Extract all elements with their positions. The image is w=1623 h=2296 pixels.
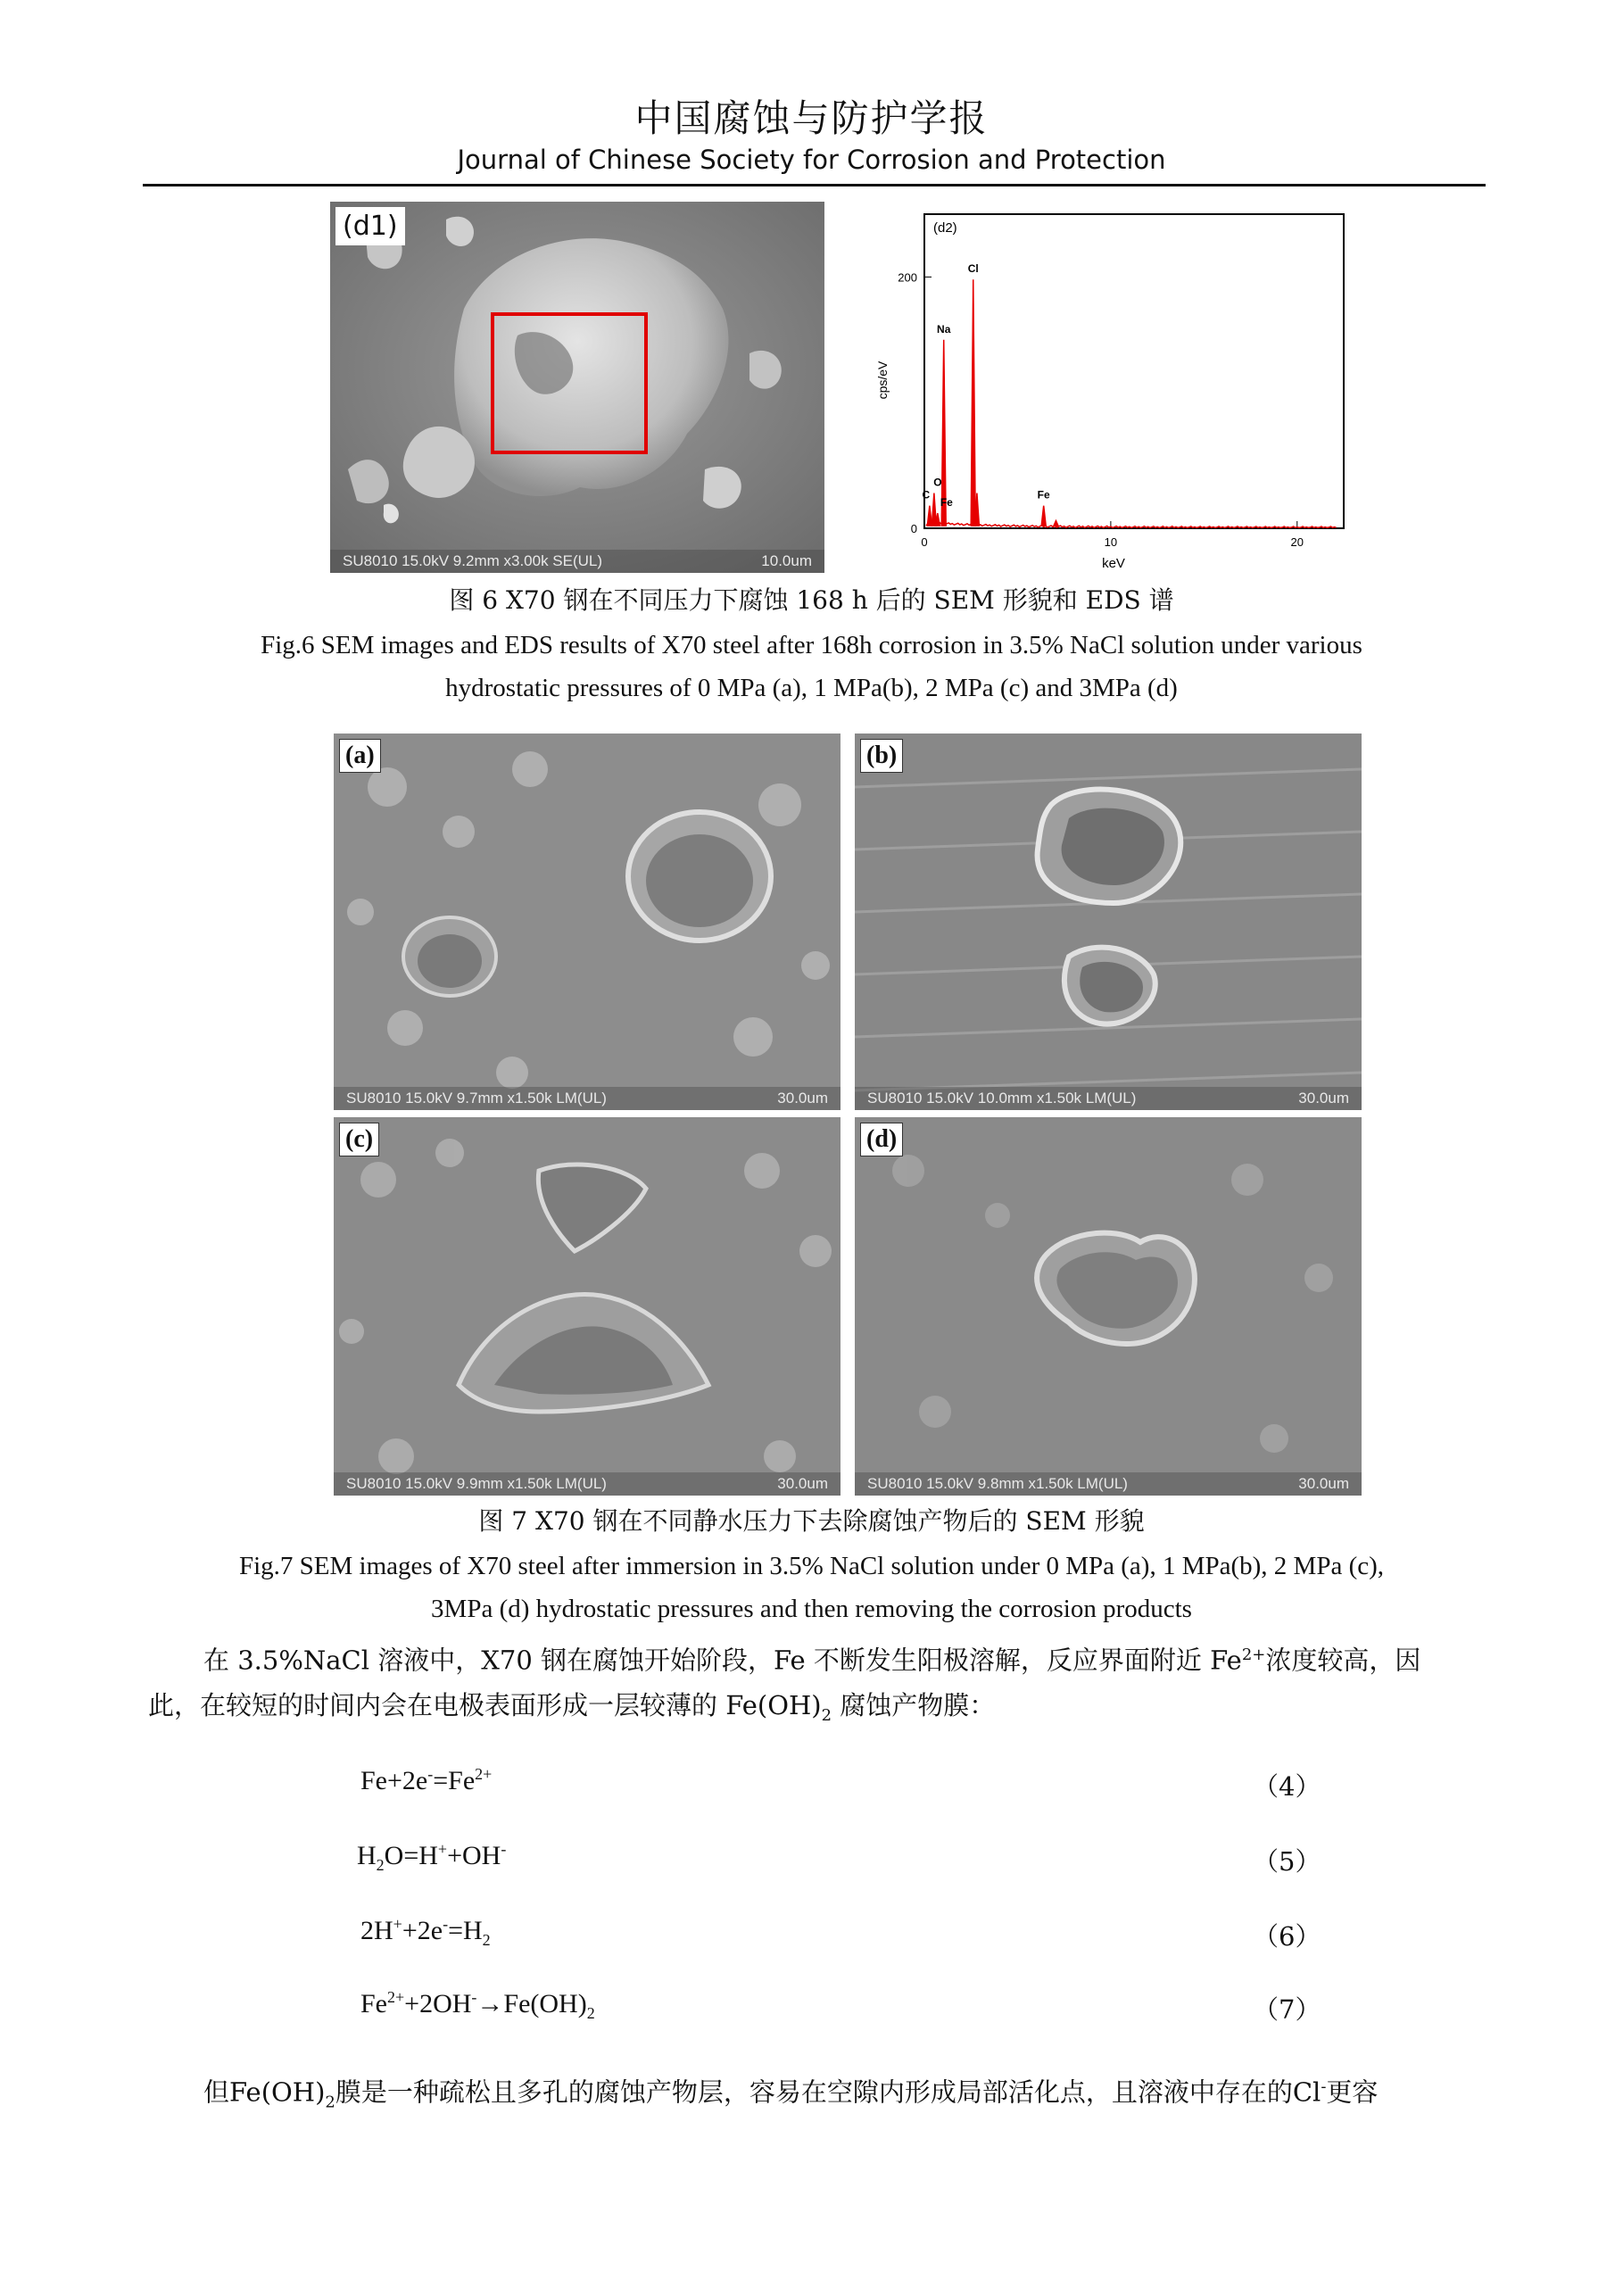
fig6-caption-cn: 图 6 X70 钢在不同压力下腐蚀 168 h 后的 SEM 形貌和 EDS 谱 [449,585,1174,615]
fig7-c-info-left: SU8010 15.0kV 9.9mm x1.50k LM(UL) [346,1475,607,1492]
fig7-panel-a [334,734,840,1110]
journal-title-en: Journal of Chinese Society for Corrosion and Protection [457,145,1166,175]
fig6-d1-info-left: SU8010 15.0kV 9.2mm x3.00k SE(UL) [343,552,603,569]
para2-a: 但Fe(OH) [203,2076,326,2108]
eds-peak-label-0: C [922,488,931,501]
eds-peak-4 [971,279,975,526]
para1-line1-b: 浓度较高，因 [1265,1645,1421,1676]
para2 [203,2061,1506,2128]
fig6-d1-texture [330,202,824,573]
equation-7: $Fe^{2+}+2OH^-\to Fe(OH)_2$ [360,1988,595,2022]
fig7-panel-c [334,1117,840,1496]
eds-peak-5 [1041,506,1046,526]
fig7-d-label: (d) [860,1123,903,1156]
eds-plot-frame [924,214,1344,528]
fig7-a-info-right: 30.0um [777,1090,828,1107]
eds-peak-7 [1054,521,1058,526]
equation-6: $2H^++2e^-=H_2$ [360,1915,491,1949]
fig6-d2-eds-chart [848,211,1365,582]
fig7-a-info-left: SU8010 15.0kV 9.7mm x1.50k LM(UL) [346,1090,607,1107]
fig7-d-texture [855,1117,1362,1496]
eds-x-axis-label: keV [1102,556,1125,571]
eds-panel-label: (d2) [933,220,957,236]
para1-line2 [148,1679,1486,1742]
fig7-a-texture [334,734,840,1110]
equation-5-number: （5） [1253,1846,1321,1877]
fig7-d-info-left: SU8010 15.0kV 9.8mm x1.50k LM(UL) [867,1475,1128,1492]
eds-peak-label-2: Fe [940,496,953,510]
eds-peak-label-5: Fe [1037,488,1050,501]
fig7-a-info-bar [334,1087,840,1110]
eds-peak-0 [927,506,932,526]
equation-6-number: （6） [1253,1921,1321,1952]
eds-chart-svg [848,211,1365,582]
para1-line2-sub: 2 [821,1705,832,1725]
eds-baseline [926,522,1337,528]
equation-5: $H_2O=H^++OH^-$ [357,1840,507,1874]
fig6-caption-en-1: Fig.6 SEM images and EDS results of X70 steel after 168h corrosion in 3.5% NaCl solution under various [261,631,1362,659]
eds-x-tick-label-2: 20 [1290,535,1304,549]
fig7-c-texture [334,1117,840,1496]
journal-title-cn: 中国腐蚀与防护学报 [634,96,989,140]
fig7-caption-cn: 图 7 X70 钢在不同静水压力下去除腐蚀产物后的 SEM 形貌 [478,1506,1145,1536]
fig6-d1-info-bar [330,550,824,573]
fig7-b-info-left: SU8010 15.0kV 10.0mm x1.50k LM(UL) [867,1090,1137,1107]
para1-line2-b: 腐蚀产物膜： [832,1690,996,1720]
fig7-panel-b [855,734,1362,1110]
fig6-d1-info-right: 10.0um [761,552,812,569]
equation-4-number: （4） [1253,1771,1321,1802]
fig7-d-info-right: 30.0um [1298,1475,1349,1492]
para1-line1 [203,1629,1506,1687]
fig7-caption-en-1: Fig.7 SEM images of X70 steel after immersion in 3.5% NaCl solution under 0 MPa (a), 1 MPa(b), 2 MPa (c), [238,1552,1385,1580]
fig6-d1-sem-image [330,202,824,573]
para1-line1-sup: 2+ [1241,1645,1266,1664]
eds-y-axis-label: cps/eV [875,361,890,400]
header-rule [143,184,1486,186]
fig6-d1-label: (d1) [335,207,405,245]
eds-peak-label-4: Cl [967,262,979,276]
para2-c: 更容 [1326,2076,1379,2108]
fig7-c-info-right: 30.0um [777,1475,828,1492]
fig7-d-info-bar [855,1472,1362,1496]
fig7-b-info-right: 30.0um [1298,1090,1349,1107]
fig7-c-info-bar [334,1472,840,1496]
eds-y-tick-label-1: 200 [898,270,917,285]
eds-x-tick-label-1: 10 [1104,535,1118,549]
fig7-b-texture [855,734,1362,1110]
eds-x-tick-label-0: 0 [921,535,928,549]
equation-7-number: （7） [1253,1994,1321,2025]
para2-sup: - [1321,2077,1327,2096]
fig6-caption-en-2: hydrostatic pressures of 0 MPa (a), 1 MPa(b), 2 MPa (c) and 3MPa (d) [445,674,1178,702]
para2-sub: 2 [325,2093,335,2112]
para1-line2-a: 此，在较短的时间内会在电极表面形成一层较薄的 Fe(OH) [148,1690,822,1720]
fig7-a-label: (a) [339,739,381,773]
para2-b: 膜是一种疏松且多孔的腐蚀产物层，容易在空隙内形成局部活化点，且溶液中存在的Cl [335,2076,1321,2108]
fig7-b-info-bar [855,1087,1362,1110]
eds-peak-label-3: Na [937,322,951,336]
fig7-b-label: (b) [860,739,903,773]
fig7-panel-d [855,1117,1362,1496]
equation-4: $Fe+2e^-=Fe^{2+}$ [360,1765,493,1795]
fig7-c-label: (c) [339,1123,379,1156]
eds-y-tick-label-0: 0 [910,522,917,535]
para1-line1-a: 在 3.5%NaCl 溶液中，X70 钢在腐蚀开始阶段，Fe 不断发生阳极溶解，反应界面附近 Fe [203,1645,1242,1676]
eds-peak-label-1: O [933,476,942,489]
fig7-caption-en-2: 3MPa (d) hydrostatic pressures and then removing the corrosion products [431,1595,1192,1623]
